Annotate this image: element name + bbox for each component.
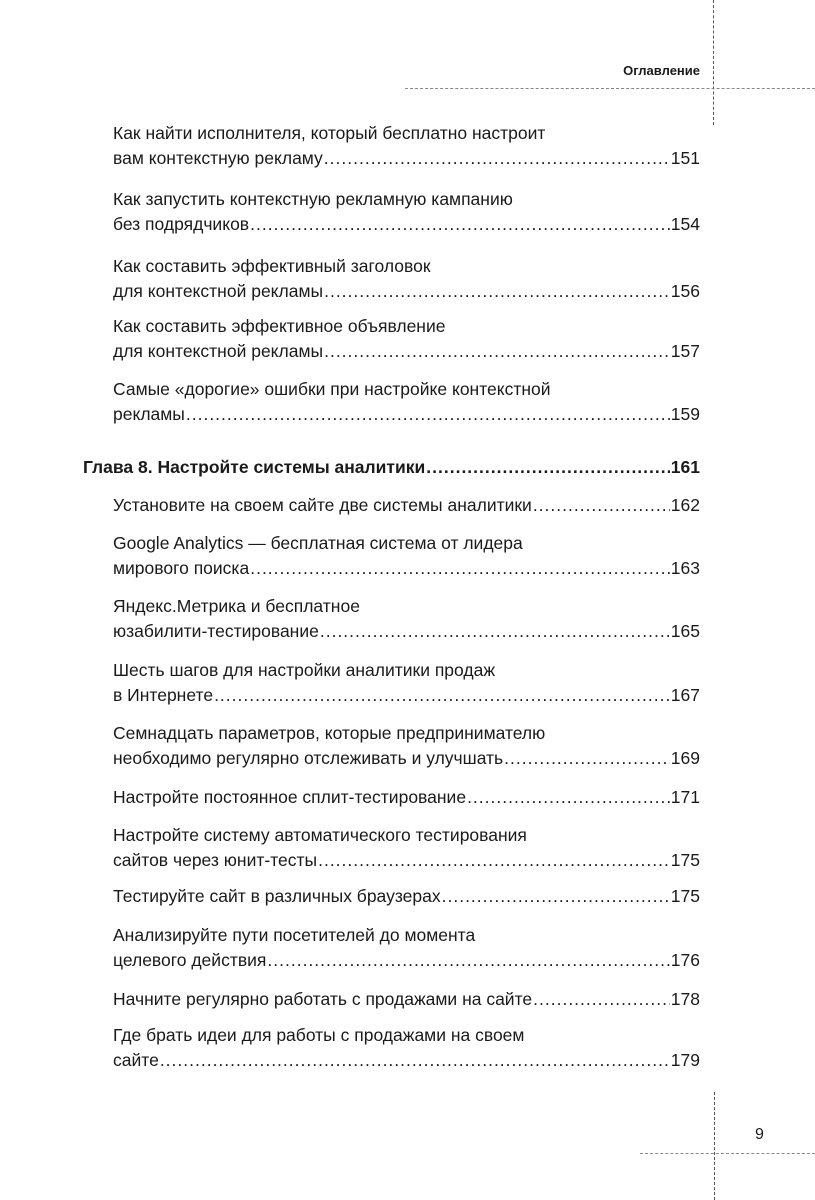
toc-entry-title: для контекстной рекламы (113, 341, 324, 361)
toc-page-number: 159 (670, 404, 700, 424)
toc-entry-title: Шесть шагов для настройки аналитики продаж (113, 660, 496, 680)
toc-page-number: 176 (670, 950, 700, 970)
leader-dots (160, 1048, 670, 1073)
toc-entry-line (113, 987, 700, 1012)
toc-page-number: 175 (670, 886, 700, 906)
toc-entry (113, 987, 700, 1012)
toc-entry-line (113, 1048, 700, 1073)
toc-page-number: 151 (670, 148, 700, 168)
toc-chapter (83, 455, 700, 480)
toc-entry-line (113, 493, 700, 518)
toc-entry-title: Как составить эффективный заголовок (113, 256, 431, 276)
toc-entry-title: Где брать идеи для работы с продажами на своем (113, 1025, 525, 1045)
toc-entry-title: Глава 8. Настройте системы аналитики (83, 457, 426, 477)
toc-entry-title: Как запустить контекстную рекламную кампанию (113, 189, 513, 209)
leader-dots (324, 339, 670, 364)
toc-entry (113, 923, 700, 973)
toc-entry-line (113, 212, 700, 237)
toc-entry-title: Тестируйте сайт в различных браузерах (113, 886, 441, 906)
toc-page-number: 178 (670, 989, 700, 1009)
leader-dots (533, 493, 670, 518)
toc-entry-line (113, 531, 700, 556)
toc-entry (113, 493, 700, 518)
toc-entry (113, 823, 700, 873)
toc-entry-line (113, 314, 700, 339)
toc-entry-line (113, 884, 700, 909)
toc-entry-line (113, 948, 700, 973)
leader-dots (318, 848, 670, 873)
toc-entry-title: Начните регулярно работать с продажами на сайте (113, 989, 533, 1009)
toc-entry-title: Настройте постоянное сплит-тестирование (113, 787, 467, 807)
toc-entry-title: Установите на своем сайте две системы аналитики (113, 495, 532, 515)
leader-dots (267, 948, 669, 973)
toc-page-number: 165 (670, 621, 700, 641)
toc-entry-title: необходимо регулярно отслеживать и улучшать (113, 748, 504, 768)
toc-entry-title: Анализируйте пути посетителей до момента (113, 925, 476, 945)
toc-entry-line (113, 402, 700, 427)
toc-entry-line (113, 339, 700, 364)
crop-mark-bottom-horizontal (640, 1153, 815, 1154)
toc-entry-line (113, 556, 700, 581)
toc-entry (113, 187, 700, 237)
crop-mark-top-vertical (713, 0, 714, 125)
toc-entry (113, 721, 700, 771)
toc-page-number: 179 (670, 1050, 700, 1070)
toc-entry-title: рекламы (113, 404, 185, 424)
toc-entry-title: целевого действия (113, 950, 267, 970)
toc-entry-title: Самые «дорогие» ошибки при настройке контекстной (113, 379, 551, 399)
toc-entry-title: Яндекс.Метрика и бесплатное (113, 596, 360, 616)
toc-page-number: 169 (670, 748, 700, 768)
leader-dots (324, 279, 670, 304)
toc-entry-line (83, 455, 700, 480)
leader-dots (504, 746, 670, 771)
toc-entry-title: мирового поиска (113, 558, 250, 578)
toc-entry (113, 121, 700, 171)
crop-mark-bottom-vertical (714, 1092, 715, 1200)
toc-entry-title: в Интернете (113, 685, 214, 705)
toc-page-number: 171 (670, 787, 700, 807)
toc-entry-line (113, 187, 700, 212)
toc-entry-line (113, 923, 700, 948)
toc-entry-line (113, 658, 700, 683)
toc-entry (113, 1023, 700, 1073)
toc-entry-line (113, 377, 700, 402)
crop-mark-top-horizontal (405, 88, 815, 89)
leader-dots (250, 212, 670, 237)
leader-dots (533, 987, 670, 1012)
toc-entry-title: Google Analytics — бесплатная система от лидера (113, 533, 523, 553)
toc-entry-line (113, 146, 700, 171)
toc-entry-line (113, 279, 700, 304)
toc-entry-line (113, 823, 700, 848)
toc-entry (113, 531, 700, 581)
leader-dots (467, 785, 670, 810)
leader-dots (442, 884, 670, 909)
toc-entry-title: без подрядчиков (113, 214, 250, 234)
toc-entry-title: для контекстной рекламы (113, 281, 324, 301)
toc-entry (113, 254, 700, 304)
toc-entry (113, 884, 700, 909)
page-number: 9 (755, 1126, 764, 1143)
toc-entry (113, 658, 700, 708)
toc-entry-line (113, 746, 700, 771)
toc-entry (113, 377, 700, 427)
toc-entry-title: сайте (113, 1050, 159, 1070)
running-head: Оглавление (623, 63, 700, 78)
toc-entry-title: Как составить эффективное объявление (113, 316, 446, 336)
toc-entry (113, 314, 700, 364)
leader-dots (320, 619, 670, 644)
toc-entry-line (113, 1023, 700, 1048)
toc-entry-title: юзабилити-тестирование (113, 621, 319, 641)
toc-page-number: 163 (670, 558, 700, 578)
toc-page-number: 157 (670, 341, 700, 361)
toc-entry-title: Как найти исполнителя, который бесплатно настроит (113, 123, 546, 143)
toc-entry-line (113, 594, 700, 619)
leader-dots (250, 556, 670, 581)
toc-page-number: 175 (670, 850, 700, 870)
toc-entry-title: Семнадцать параметров, которые предпринимателю (113, 723, 546, 743)
toc-entry (113, 594, 700, 644)
toc-page-number: 167 (670, 685, 700, 705)
toc-entry-line (113, 785, 700, 810)
toc-page-number: 162 (670, 495, 700, 515)
toc-entry-line (113, 848, 700, 873)
toc-entry-line (113, 721, 700, 746)
toc-entry (113, 785, 700, 810)
toc-page-number: 154 (670, 214, 700, 234)
toc-entry-title: вам контекстную рекламу (113, 148, 323, 168)
toc-entry-line (113, 254, 700, 279)
leader-dots (186, 402, 670, 427)
toc-page-number: 161 (670, 457, 700, 477)
toc-page-number: 156 (670, 281, 700, 301)
toc-entry-line (113, 121, 700, 146)
toc-entry-line (113, 619, 700, 644)
toc-entry-title: Настройте систему автоматического тестирования (113, 825, 527, 845)
leader-dots (426, 455, 670, 480)
toc-entry-title: сайтов через юнит-тесты (113, 850, 318, 870)
leader-dots (324, 146, 670, 171)
leader-dots (214, 683, 670, 708)
toc-entry-line (113, 683, 700, 708)
